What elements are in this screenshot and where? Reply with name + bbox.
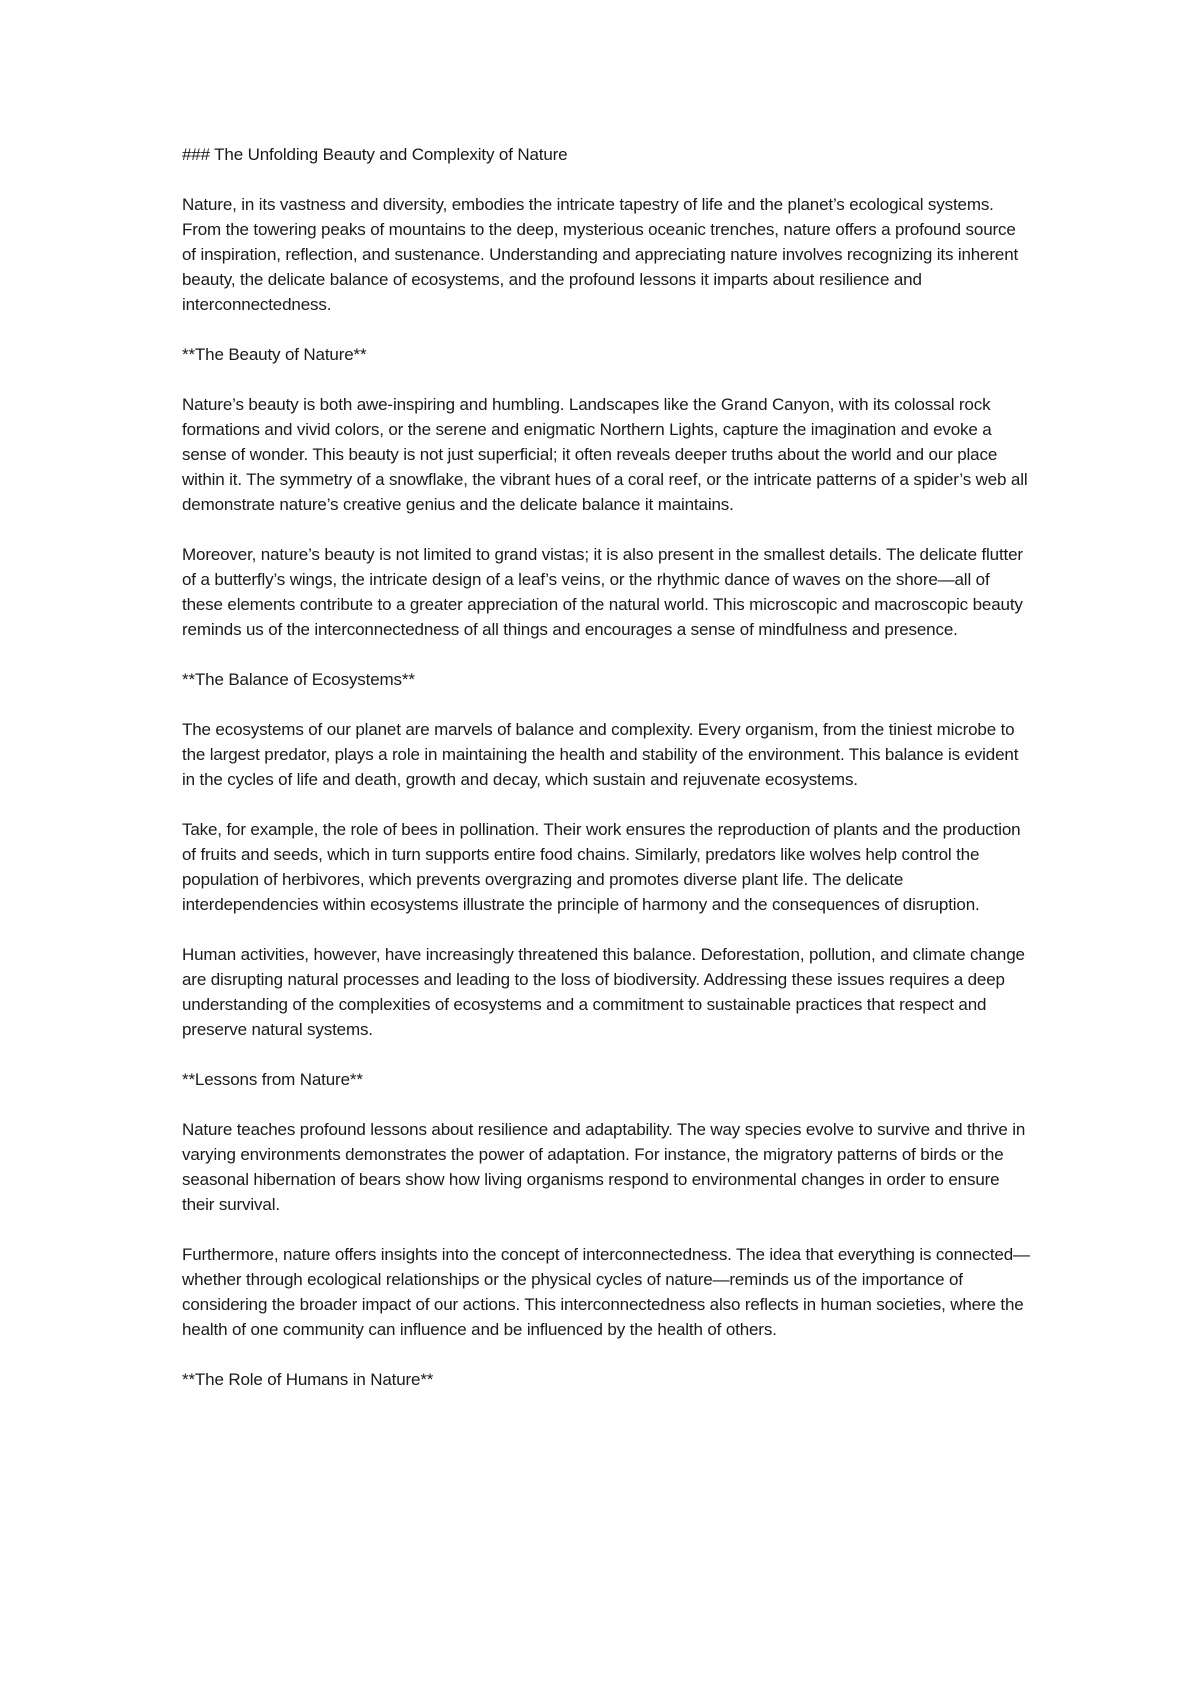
section-heading: **The Balance of Ecosystems** — [182, 670, 415, 689]
body-paragraph: Take, for example, the role of bees in pollination. Their work ensures the reproduction of plants and the production of fruits and seeds, which in turn supports entire food chains. Similarly, predators like wolves help control the population of herbivores, which prevents overgrazing and promotes diverse plant life. The delicate interdependencies within ecosystems illustrate the principle of harmony and the consequences of disruption. — [182, 820, 1021, 914]
body-paragraph: Nature’s beauty is both awe-inspiring and humbling. Landscapes like the Grand Canyon, with its colossal rock formations and vivid colors, or the serene and enigmatic Northern Lights, capture the imagination and evoke a sense of wonder. This beauty is not just superficial; it often reveals deeper truths about the world and our place within it. The symmetry of a snowflake, the vibrant hues of a coral reef, or the intricate patterns of a spider’s web all demonstrate nature’s creative genius and the delicate balance it maintains. — [182, 395, 1028, 514]
section-heading: **The Beauty of Nature** — [182, 345, 367, 364]
body-paragraph: Furthermore, nature offers insights into the concept of interconnectedness. The idea that everything is connected—whether through ecological relationships or the physical cycles of nature—reminds us of the importance of considering the broader impact of our actions. This interconnectedness also reflects in human societies, where the health of one community can influence and be influenced by the health of others. — [182, 1245, 1030, 1339]
intro-paragraph: Nature, in its vastness and diversity, embodies the intricate tapestry of life and the planet’s ecological systems. From the towering peaks of mountains to the deep, mysterious oceanic trenches, nature offers a profound source of inspiration, reflection, and sustenance. Understanding and appreciating nature involves recognizing its inherent beauty, the delicate balance of ecosystems, and the profound lessons it imparts about resilience and interconnectedness. — [182, 195, 1019, 314]
body-paragraph: The ecosystems of our planet are marvels of balance and complexity. Every organism, from the tiniest microbe to the largest predator, plays a role in maintaining the health and stability of the environment. This balance is evident in the cycles of life and death, growth and decay, which sustain and rejuvenate ecosystems. — [182, 720, 1019, 789]
body-paragraph: Nature teaches profound lessons about resilience and adaptability. The way species evolve to survive and thrive in varying environments demonstrates the power of adaptation. For instance, the migratory patterns of birds or the seasonal hibernation of bears show how living organisms respond to environmental changes in order to ensure their survival. — [182, 1120, 1026, 1214]
section-heading: **The Role of Humans in Nature** — [182, 1370, 434, 1389]
document-page — [182, 142, 1030, 1392]
section-heading: **Lessons from Nature** — [182, 1070, 363, 1089]
body-paragraph: Moreover, nature’s beauty is not limited to grand vistas; it is also present in the smallest details. The delicate flutter of a butterfly’s wings, the intricate design of a leaf’s veins, or the rhythmic dance of waves on the shore—all of these elements contribute to a greater appreciation of the natural world. This microscopic and macroscopic beauty reminds us of the interconnectedness of all things and encourages a sense of mindfulness and presence. — [182, 545, 1023, 639]
body-paragraph: Human activities, however, have increasingly threatened this balance. Deforestation, pollution, and climate change are disrupting natural processes and leading to the loss of biodiversity. Addressing these issues requires a deep understanding of the complexities of ecosystems and a commitment to sustainable practices that respect and preserve natural systems. — [182, 945, 1025, 1039]
document-title: ### The Unfolding Beauty and Complexity of Nature — [182, 145, 568, 164]
